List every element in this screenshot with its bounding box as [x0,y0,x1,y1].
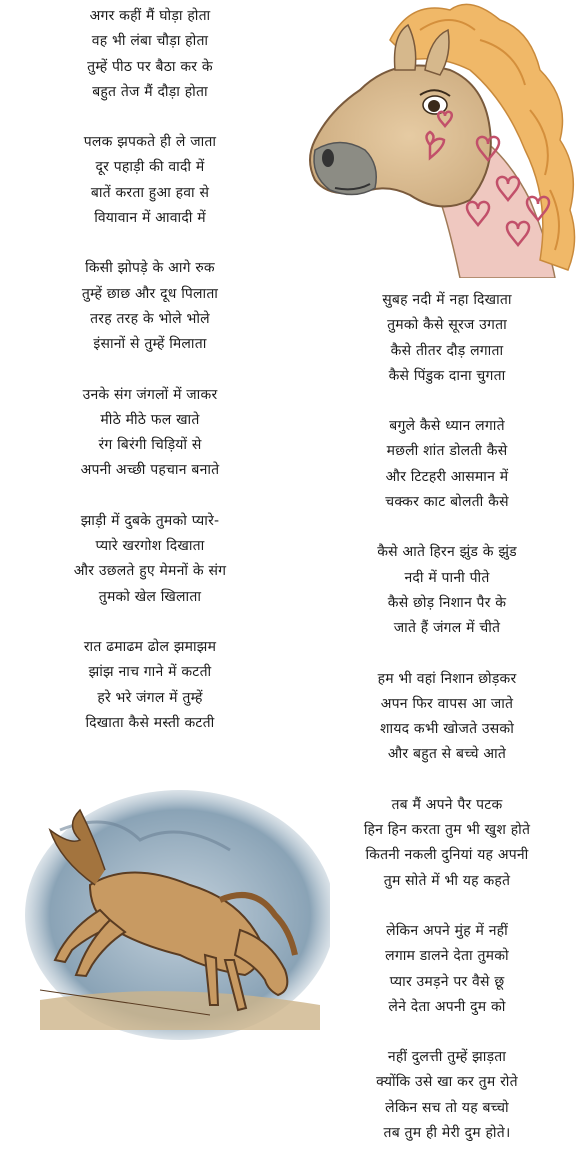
poem-line: इंसानों से तुम्हें मिलाता [93,336,207,353]
poem-line: तुमको खेल खिलाता [98,588,202,605]
stanza [322,667,572,768]
stanza [40,383,260,484]
poem-line: और टिटहरी आसमान में [385,468,509,485]
stanza [40,509,260,610]
poem-line: अगर कहीं मैं घोड़ा होता [89,8,211,24]
poem-line: हम भी वहां निशान छोड़कर [377,670,517,687]
poem-line: लेकिन अपने मुंह में नहीं [386,922,508,939]
poem-right-column [322,288,572,1171]
stanza [322,793,572,894]
poem-line: तुम सोते में भी यह कहते [383,872,511,889]
poem-line: झांझ नाच गाने में कटती [88,664,212,681]
poem-line: किसी झोपड़े के आगे रुक [85,260,215,277]
poem-line: नहीं दुलत्ती तुम्हें झाड़ता [387,1049,507,1066]
poem-line: झाड़ी में दुबके तुमको प्यारे- [80,512,220,529]
stanza [40,130,260,231]
poem-line: और बहुत से बच्चे आते [387,746,507,763]
poem-line: तब तुम ही मेरी दुम होते। [383,1125,511,1142]
stanza [322,1045,572,1146]
poem-line: रात ढमाढम ढोल झमाझम [83,638,217,655]
poem-line: तुम्हें छाछ और दूध पिलाता [81,285,219,302]
poem-line: वह भी लंबा चौड़ा होता [91,33,209,50]
poem-line: जाते हैं जंगल में चीते [393,620,501,637]
poem-line: कितनी नकली दुनियां यह अपनी [365,847,529,864]
poem-line: कैसे आते हिरन झुंड के झुंड [377,544,517,561]
poem-line: पलक झपकते ही ले जाता [83,134,217,151]
poem-line: और उछलते हुए मेमनों के संग [73,563,227,580]
poem-line: रंग बिरंगी चिड़ियों से [98,437,202,454]
poem-line: तब मैं अपने पैर पटक [391,796,503,813]
stanza [322,414,572,515]
poem-line: मछली शांत डोलती कैसे [386,443,508,460]
poem-line: हिन हिन करता तुम भी खुश होते [363,822,531,839]
poem-line: अपनी अच्छी पहचान बनाते [80,462,220,479]
poem-line: शायद कभी खोजते उसको [379,721,515,738]
poem-line: सुबह नदी में नहा दिखाता [382,292,512,308]
poem-line: तुमको कैसे सूरज उगता [387,317,507,334]
poem-line: उनके संग जंगलों में जाकर [82,386,218,403]
poem-line: चक्कर काट बोलती कैसे [385,494,509,511]
stanza [322,540,572,641]
poem-line: तरह तरह के भोले भोले [90,310,210,327]
stanza [322,919,572,1020]
poem-line: बातें करता हुआ हवा से [90,184,210,201]
poem-line: मीठे मीठे फल खाते [100,411,200,428]
poem-line: कैसे पिंडुक दाना चुगता [388,367,506,384]
horse-head-illustration [300,0,580,278]
poem-line: लेकिन सच तो यह बच्चो [385,1099,509,1116]
poem-line: प्यार उमड़ने पर वैसे छू [389,973,505,990]
stanza [40,635,260,736]
poem-line: लेने देता अपनी दुम को [388,998,506,1015]
poem-line: क्योंकि उसे खा कर तुम रोते [376,1074,518,1091]
poem-line: बगुले कैसे ध्यान लगाते [389,418,505,435]
poem-line: कैसे छोड़ निशान पैर के [387,594,507,611]
kicking-horse-illustration [20,790,330,1040]
stanza [40,4,260,105]
poem-line: बहुत तेज मैं दौड़ा होता [92,83,208,100]
poem-line: कैसे तीतर दौड़ लगाता [390,342,504,359]
poem-line: प्यारे खरगोश दिखाता [95,538,205,555]
poem-left-column [40,4,260,761]
stanza [322,288,572,389]
poem-line: दूर पहाड़ी की वादी में [95,159,205,176]
poem-line: दिखाता कैसे मस्ती कटती [85,714,215,731]
poem-line: लगाम डालने देता तुमको [385,948,509,965]
stanza [40,256,260,357]
poem-line: हरे भरे जंगल में तुम्हें [97,689,203,706]
poem-line: नदी में पानी पीते [404,569,490,586]
poem-line: अपन फिर वापस आ जाते [380,695,514,712]
poem-line: वियावान में आवादी में [94,210,206,227]
poem-line: तुम्हें पीठ पर बैठा कर के [87,58,213,75]
